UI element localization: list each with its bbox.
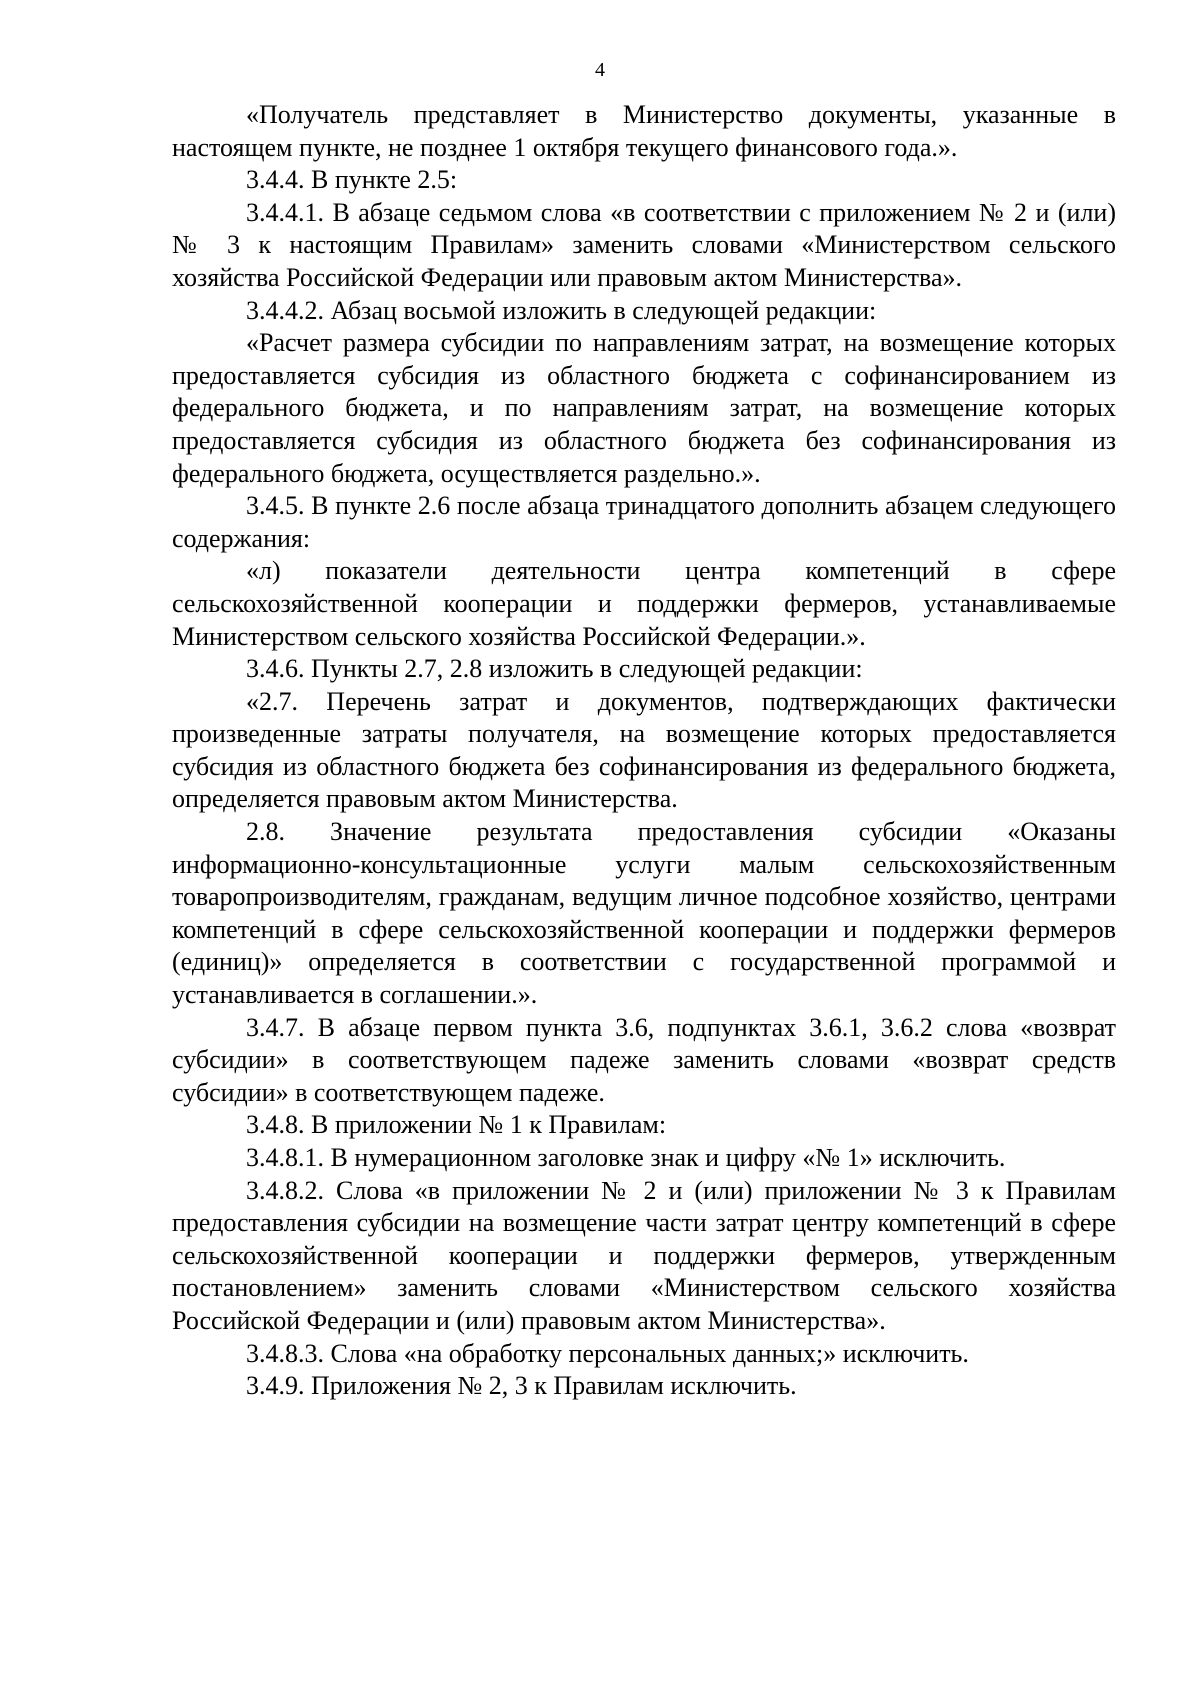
paragraph: 3.4.4. В пункте 2.5: — [246, 165, 458, 195]
paragraph: 3.4.8.3. Слова «на обработку персональных данных;» исключить. — [246, 1338, 969, 1368]
paragraph: «2.7. Перечень затрат и документов, подтверждающих фактически произведенные затраты получателя, на возмещение которых предоставляется субсидия из областного бюджета без софинансирования из федерального бюджета, определяется правовым актом Министерства. — [172, 686, 1116, 814]
paragraph: 3.4.9. Приложения № 2, 3 к Правилам исключить. — [246, 1371, 797, 1401]
paragraph: «Расчет размера субсидии по направлениям затрат, на возмещение которых предоставляется субсидия из областного бюджета с софинансированием из федерального бюджета, и по направлениям затрат, на возмещение которых предоставляется субсидия из областного бюджета без софинансирования из федерального бюджета, осуществляется раздельно.». — [172, 328, 1116, 488]
paragraph: 2.8. Значение результата предоставления субсидии «Оказаны информационно-консультационные услуги малым сельскохозяйственным товаропроизводителям, гражданам, ведущим личное подсобное хозяйство, центрами компетенций в сфере сельскохозяйственной кооперации и поддержки фермеров (единиц)» определяется в соответствии с государственной программой и устанавливается в соглашении.». — [172, 817, 1116, 1010]
paragraph: 3.4.8.2. Слова «в приложении № 2 и (или) приложении № 3 к Правилам предоставления субсидии на возмещение части затрат центру компетенций в сфере сельскохозяйственной кооперации и поддержки фермеров, утвержденным постановлением» заменить словами «Министерством сельского хозяйства Российской Федерации и (или) правовым актом Министерства». — [172, 1175, 1116, 1335]
paragraph: «л) показатели деятельности центра компетенций в сфере сельскохозяйственной кооперации и поддержки фермеров, устанавливаемые Министерством сельского хозяйства Российской Федерации.». — [172, 556, 1116, 651]
paragraph: 3.4.8. В приложении № 1 к Правилам: — [246, 1110, 667, 1140]
paragraph: «Получатель представляет в Министерство документы, указанные в настоящем пункте, не позднее 1 октября текущего финансового года.». — [172, 100, 1116, 162]
paragraph: 3.4.4.1. В абзаце седьмом слова «в соответствии с приложением № 2 и (или) № 3 к настоящим Правилам» заменить словами «Министерством сельского хозяйства Российской Федерации или правовым актом Министерства». — [172, 197, 1116, 292]
paragraph: 3.4.8.1. В нумерационном заголовке знак и цифру «№ 1» исключить. — [246, 1143, 1006, 1172]
paragraph: 3.4.6. Пункты 2.7, 2.8 изложить в следующей редакции: — [246, 654, 863, 684]
paragraph: 3.4.7. В абзаце первом пункта 3.6, подпунктах 3.6.1, 3.6.2 слова «возврат субсидии» в соответствующем падеже заменить словами «возврат средств субсидии» в соответствующем падеже. — [172, 1012, 1116, 1107]
document-body — [172, 99, 1116, 1403]
page-number: 4 — [595, 59, 605, 81]
paragraph: 3.4.4.2. Абзац восьмой изложить в следующей редакции: — [246, 295, 877, 325]
paragraph: 3.4.5. В пункте 2.6 после абзаца тринадцатого дополнить абзацем следующего содержания: — [172, 491, 1116, 553]
